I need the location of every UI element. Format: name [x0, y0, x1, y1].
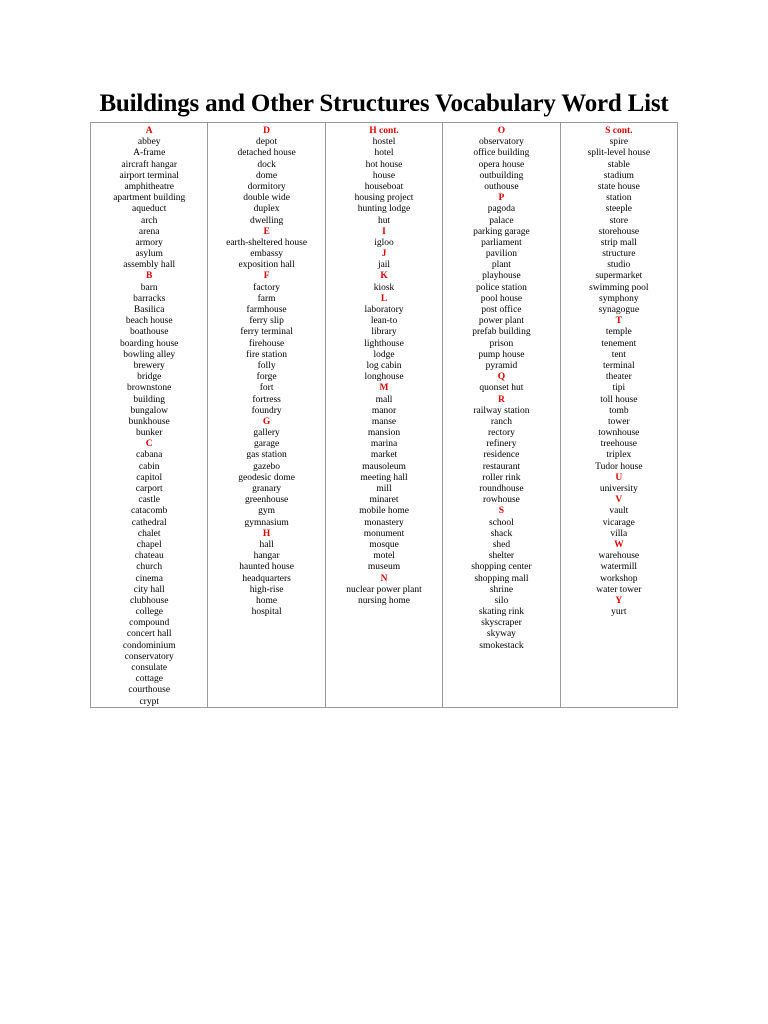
word-entry: kiosk	[373, 282, 395, 293]
word-entry: monument	[363, 528, 405, 539]
word-entry: ferry slip	[249, 316, 284, 327]
word-entry: log cabin	[366, 360, 402, 371]
word-entry: forge	[256, 372, 277, 383]
word-entry: bowling alley	[123, 349, 176, 360]
word-entry: armory	[135, 237, 163, 248]
word-entry: lean-to	[370, 316, 398, 327]
word-entry: shopping mall	[474, 573, 529, 584]
word-entry: assembly hall	[123, 260, 176, 271]
word-entry: condominium	[122, 640, 176, 651]
letter-heading: B	[146, 271, 153, 282]
word-entry: theater	[605, 372, 632, 383]
word-entry: shrine	[489, 584, 514, 595]
word-entry: smokestack	[479, 640, 524, 651]
word-entry: ferry terminal	[240, 327, 293, 338]
word-entry: barn	[140, 282, 158, 293]
word-entry: farm	[257, 293, 276, 304]
word-entry: embassy	[250, 249, 283, 260]
word-entry: watermill	[600, 562, 638, 573]
word-entry: skyscraper	[481, 618, 522, 629]
word-entry: garage	[253, 439, 280, 450]
word-entry: bunker	[136, 428, 163, 439]
word-entry: haunted house	[239, 562, 294, 573]
word-entry: brewery	[133, 360, 165, 371]
word-entry: university	[599, 484, 638, 494]
word-entry: house	[372, 170, 396, 181]
word-entry: prefab building	[472, 327, 531, 338]
letter-heading: P	[498, 193, 505, 204]
word-entry: palace	[489, 215, 514, 226]
word-entry: granary	[252, 484, 282, 494]
word-entry: station	[606, 193, 632, 204]
word-entry: foundry	[251, 405, 282, 416]
letter-heading: E	[263, 226, 270, 237]
word-entry: dormitory	[247, 181, 286, 192]
word-entry: school	[489, 517, 514, 528]
word-entry: shed	[492, 539, 511, 550]
word-entry: city hall	[133, 584, 165, 595]
word-entry: nuclear power plant	[346, 584, 422, 595]
word-entry: tower	[608, 416, 630, 427]
word-entry: shopping center	[471, 562, 532, 573]
word-entry: geodesic dome	[238, 472, 295, 483]
word-entry: prison	[489, 338, 514, 349]
word-entry: outhouse	[484, 181, 519, 192]
word-entry: aircraft hangar	[121, 159, 178, 170]
word-entry: crypt	[139, 696, 159, 707]
word-column-5	[561, 123, 677, 707]
word-entry: double wide	[243, 193, 290, 204]
word-entry: library	[371, 327, 397, 338]
letter-heading: R	[497, 394, 505, 405]
word-entry: amphitheatre	[124, 181, 174, 192]
word-entry: A-frame	[133, 148, 166, 159]
letter-heading: G	[262, 416, 271, 427]
word-entry: fortress	[252, 394, 281, 405]
word-entry: jail	[377, 260, 391, 271]
word-list-table	[90, 122, 678, 708]
page-title: Buildings and Other Structures Vocabulary Word List	[99, 90, 669, 117]
word-entry: studio	[607, 260, 631, 271]
word-entry: split-level house	[587, 148, 651, 159]
word-entry: arena	[138, 226, 160, 237]
word-entry: boarding house	[120, 338, 179, 349]
word-entry: tent	[611, 349, 626, 360]
word-column-3	[326, 123, 443, 707]
word-entry: opera house	[478, 159, 525, 170]
word-entry: castle	[138, 495, 161, 506]
word-entry: farmhouse	[246, 305, 287, 315]
word-entry: longhouse	[364, 372, 404, 383]
word-entry: earth-sheltered house	[226, 237, 308, 248]
word-entry: mansion	[367, 428, 401, 439]
word-entry: gymnasium	[244, 517, 289, 528]
word-entry: skating rink	[478, 607, 524, 618]
word-entry: mill	[376, 484, 392, 494]
word-entry: duplex	[253, 204, 280, 215]
word-entry: gallery	[253, 428, 280, 439]
word-entry: arch	[141, 215, 158, 226]
word-entry: parliament	[481, 237, 522, 248]
word-entry: museum	[367, 562, 401, 573]
word-entry: shelter	[488, 551, 515, 562]
word-entry: dwelling	[249, 215, 284, 226]
word-entry: marina	[370, 439, 398, 450]
word-entry: detached house	[237, 148, 296, 159]
word-column-4	[443, 123, 560, 707]
word-entry: restaurant	[482, 461, 521, 472]
word-entry: bridge	[137, 372, 162, 383]
word-entry: pyramid	[485, 360, 518, 371]
word-entry: building	[133, 394, 166, 405]
letter-heading: T	[615, 316, 622, 327]
word-entry: dome	[256, 170, 278, 181]
word-entry: yurt	[611, 607, 627, 618]
word-entry: exposition hall	[238, 260, 295, 271]
word-entry: igloo	[374, 237, 394, 248]
word-entry: gym	[258, 506, 276, 517]
word-entry: store	[609, 215, 629, 226]
word-entry: factory	[253, 282, 281, 293]
word-entry: stadium	[603, 170, 634, 181]
word-entry: Tudor house	[595, 461, 643, 472]
word-entry: pagoda	[487, 204, 516, 215]
word-entry: boathouse	[129, 327, 169, 338]
word-entry: fort	[259, 383, 274, 394]
word-entry: mosque	[369, 539, 399, 550]
word-entry: residence	[483, 450, 520, 461]
letter-heading: H	[262, 528, 271, 539]
word-entry: airport terminal	[119, 170, 179, 181]
word-entry: synagogue	[598, 305, 640, 315]
word-entry: houseboat	[364, 181, 404, 192]
word-entry: aqueduct	[132, 204, 167, 215]
letter-heading: M	[379, 383, 389, 394]
word-entry: asylum	[135, 249, 163, 260]
word-entry: cabana	[136, 450, 163, 461]
word-entry: housing project	[354, 193, 414, 204]
word-entry: carport	[135, 484, 163, 494]
word-entry: capitol	[136, 472, 163, 483]
word-entry: cathedral	[131, 517, 167, 528]
word-entry: post office	[481, 305, 522, 315]
word-column-1	[91, 123, 208, 707]
word-entry: firehouse	[248, 338, 285, 349]
word-entry: skyway	[486, 629, 516, 640]
letter-heading: S cont.	[605, 126, 633, 136]
word-entry: college	[135, 607, 163, 618]
word-entry: bunkhouse	[128, 416, 170, 427]
word-entry: hostel	[372, 137, 396, 148]
letter-heading: V	[615, 495, 623, 506]
word-entry: roller rink	[482, 472, 521, 483]
word-entry: pump house	[478, 349, 525, 360]
word-entry: silo	[494, 595, 509, 606]
word-entry: vault	[609, 506, 629, 517]
word-entry: rowhouse	[482, 495, 520, 506]
word-column-2	[208, 123, 325, 707]
word-entry: storehouse	[598, 226, 640, 237]
word-entry: depot	[256, 137, 278, 148]
letter-heading: I	[382, 226, 386, 237]
word-entry: cabin	[138, 461, 160, 472]
word-entry: stable	[607, 159, 630, 170]
letter-heading: F	[263, 271, 270, 282]
word-entry: nursing home	[358, 595, 410, 606]
word-entry: hut	[377, 215, 391, 226]
word-entry: bungalow	[130, 405, 168, 416]
word-entry: steeple	[605, 204, 633, 215]
word-entry: tomb	[609, 405, 629, 416]
word-entry: conservatory	[124, 651, 174, 662]
letter-heading: J	[381, 249, 387, 260]
word-entry: rectory	[487, 428, 515, 439]
letter-heading: Q	[497, 372, 506, 383]
letter-heading: D	[263, 126, 271, 136]
word-entry: chalet	[137, 528, 161, 539]
word-entry: water tower	[596, 584, 642, 595]
letter-heading: O	[497, 126, 506, 136]
letter-heading: N	[380, 573, 388, 584]
word-entry: power plant	[478, 316, 524, 327]
word-entry: mausoleum	[362, 461, 406, 472]
word-entry: mobile home	[359, 506, 409, 517]
word-entry: refinery	[486, 439, 517, 450]
word-entry: lighthouse	[364, 338, 404, 349]
word-entry: hall	[259, 539, 274, 550]
word-entry: roundhouse	[479, 484, 524, 494]
word-entry: tipi	[612, 383, 626, 394]
word-entry: market	[370, 450, 398, 461]
word-entry: villa	[610, 528, 628, 539]
word-entry: headquarters	[242, 573, 291, 584]
word-entry: police station	[475, 282, 527, 293]
letter-heading: A	[145, 126, 153, 136]
word-entry: observatory	[478, 137, 524, 148]
word-entry: lodge	[373, 349, 395, 360]
word-entry: beach house	[125, 316, 173, 327]
letter-heading: W	[614, 539, 624, 550]
word-entry: shack	[490, 528, 513, 539]
word-entry: laboratory	[364, 305, 404, 315]
word-entry: cottage	[135, 674, 163, 685]
word-entry: swimming pool	[589, 282, 649, 293]
letter-heading: Y	[615, 595, 623, 606]
word-entry: meeting hall	[360, 472, 408, 483]
letter-heading: H cont.	[369, 126, 399, 136]
word-entry: motel	[373, 551, 395, 562]
word-entry: consulate	[131, 663, 168, 673]
word-entry: greenhouse	[244, 495, 289, 506]
word-entry: parking garage	[473, 226, 530, 237]
word-entry: gas station	[246, 450, 287, 461]
word-entry: hospital	[251, 607, 282, 618]
word-entry: hunting lodge	[357, 204, 411, 215]
word-entry: supermarket	[595, 271, 643, 282]
letter-heading: U	[615, 472, 623, 483]
word-entry: dock	[257, 159, 276, 170]
word-entry: symphony	[599, 293, 639, 304]
word-entry: playhouse	[482, 271, 521, 282]
word-entry: spire	[609, 137, 629, 148]
word-entry: triplex	[606, 450, 632, 461]
letter-heading: L	[380, 293, 388, 304]
word-entry: pool house	[480, 293, 523, 304]
word-entry: minaret	[369, 495, 399, 506]
word-entry: state house	[597, 181, 640, 192]
word-entry: plant	[491, 260, 511, 271]
word-entry: tenement	[601, 338, 637, 349]
word-entry: hot house	[365, 159, 403, 170]
word-entry: ranch	[490, 416, 512, 427]
word-entry: quonset hut	[479, 383, 524, 394]
word-entry: manse	[371, 416, 397, 427]
word-entry: mall	[375, 394, 393, 405]
word-entry: barracks	[133, 293, 166, 304]
word-entry: vicarage	[602, 517, 635, 528]
word-entry: hangar	[253, 551, 280, 562]
word-entry: monastery	[364, 517, 404, 528]
word-entry: office building	[473, 148, 530, 159]
word-entry: hotel	[374, 148, 394, 159]
word-entry: toll house	[600, 394, 638, 405]
word-entry: Basilica	[133, 305, 165, 315]
word-entry: warehouse	[598, 551, 640, 562]
letter-heading: C	[145, 439, 153, 450]
word-entry: strip mall	[600, 237, 637, 248]
word-entry: temple	[605, 327, 632, 338]
word-entry: home	[256, 595, 278, 606]
word-entry: brownstone	[127, 383, 172, 394]
word-entry: gazebo	[253, 461, 281, 472]
word-entry: catacomb	[131, 506, 168, 517]
word-entry: chapel	[136, 539, 162, 550]
word-entry: structure	[602, 249, 636, 260]
word-entry: pavilion	[485, 249, 517, 260]
word-entry: fire station	[246, 349, 288, 360]
word-entry: manor	[371, 405, 397, 416]
letter-heading: S	[498, 506, 505, 517]
letter-heading: K	[380, 271, 388, 282]
word-entry: abbey	[137, 137, 161, 148]
word-entry: cinema	[135, 573, 163, 584]
word-entry: concert hall	[126, 629, 172, 640]
word-entry: apartment building	[113, 193, 186, 204]
word-entry: clubhouse	[129, 595, 169, 606]
word-entry: terminal	[603, 360, 635, 371]
word-entry: railway station	[473, 405, 530, 416]
word-entry: townhouse	[598, 428, 640, 439]
word-entry: folly	[257, 360, 276, 371]
word-entry: compound	[129, 618, 170, 629]
word-entry: chateau	[134, 551, 164, 562]
word-entry: church	[136, 562, 163, 573]
word-entry: outbuilding	[479, 170, 524, 181]
word-entry: high-rise	[249, 584, 284, 595]
word-entry: treehouse	[600, 439, 638, 450]
word-entry: workshop	[600, 573, 638, 584]
word-entry: courthouse	[128, 685, 171, 696]
